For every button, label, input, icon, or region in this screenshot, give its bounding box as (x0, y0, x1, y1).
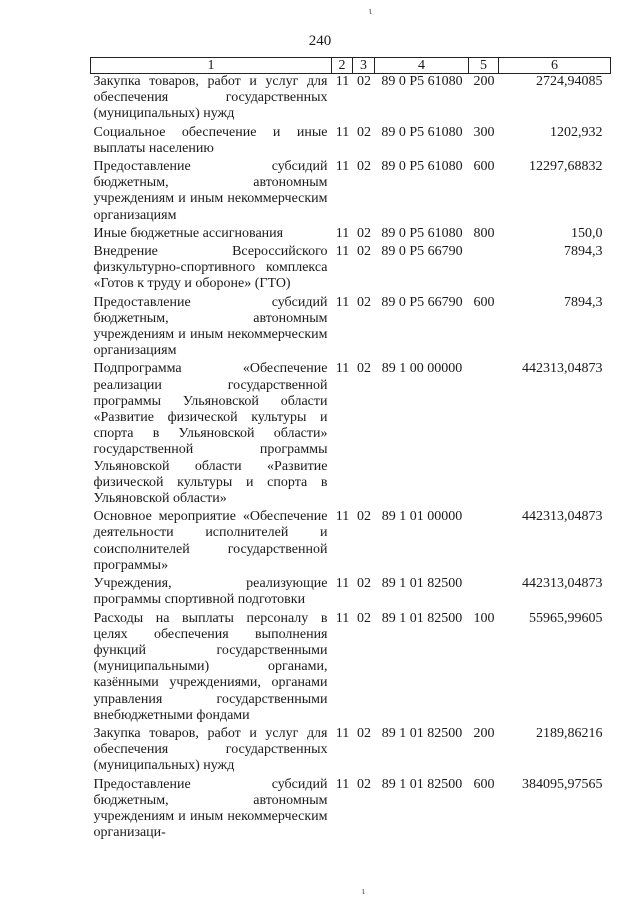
expense-name: Подпрограмма «Обеспечение реализации государственной программы Ульяновской области «Развитие физической культуры и спорта в Ульяновской области» государственной программы Ульяновской области «Развитие физической культуры и спорта в Ульяновской области» (93, 361, 328, 507)
expense-type-code: 200 (473, 725, 495, 741)
section-code: 11 (335, 776, 350, 792)
subsection-code: 02 (357, 725, 371, 741)
table-row (91, 777, 611, 844)
expense-type-code (469, 361, 499, 509)
subsection-code: 02 (357, 576, 371, 592)
table-row (91, 74, 611, 125)
amount: 384095,97565 (522, 776, 603, 792)
section-code: 11 (335, 159, 350, 175)
target-code: 89 1 01 82500 (381, 725, 463, 741)
column-header: 3 (353, 58, 375, 74)
scan-mark-top: ι (369, 6, 372, 17)
page-number: 240 (308, 33, 332, 49)
amount: 12297,68832 (529, 159, 603, 175)
target-code: 89 1 01 00000 (381, 509, 463, 525)
section-code: 11 (335, 725, 350, 741)
column-header: 1 (91, 58, 332, 74)
section-code: 11 (335, 361, 350, 377)
column-header: 4 (375, 58, 469, 74)
table-row (91, 244, 611, 295)
expense-name: Социальное обеспечение и иные выплаты населению (93, 124, 328, 156)
table-row (91, 226, 611, 244)
amount: 2724,94085 (536, 74, 603, 89)
subsection-code: 02 (357, 159, 371, 175)
target-code: 89 0 P5 66790 (381, 294, 463, 310)
section-code: 11 (335, 610, 350, 626)
expense-type-code: 600 (473, 776, 495, 792)
column-header: 2 (332, 58, 353, 74)
scan-mark-bottom: ι (362, 886, 365, 897)
table-row (91, 509, 611, 576)
amount: 150,0 (571, 225, 603, 241)
expense-name: Закупка товаров, работ и услуг для обеспечения государственных (муниципальных) нужд (93, 74, 328, 122)
table-row (91, 361, 611, 509)
target-code: 89 0 P5 61080 (381, 124, 463, 140)
subsection-code: 02 (357, 610, 371, 626)
expense-type-code: 200 (473, 74, 495, 89)
subsection-code: 02 (357, 361, 371, 377)
subsection-code: 02 (357, 74, 371, 89)
expense-name: Учреждения, реализующие программы спортивной подготовки (93, 576, 328, 608)
expense-name: Предоставление субсидий бюджетным, автономным учреждениям и иным некоммерческим организациям (93, 294, 328, 359)
expense-name: Закупка товаров, работ и услуг для обеспечения государственных (муниципальных) нужд (93, 725, 328, 774)
table-row (91, 611, 611, 726)
expense-type-code: 300 (473, 124, 495, 140)
expense-type-code: 600 (473, 294, 495, 310)
subsection-code: 02 (357, 124, 371, 140)
table-row (91, 726, 611, 777)
amount: 7894,3 (564, 244, 603, 260)
section-code: 11 (335, 294, 350, 310)
amount: 442313,04873 (522, 361, 603, 377)
section-code: 11 (335, 576, 350, 592)
expense-type-code: 600 (473, 159, 495, 175)
expense-name: Предоставление субсидий бюджетным, автономным учреждениям и иным некоммерческим организаци- (93, 776, 328, 841)
column-header: 5 (469, 58, 499, 74)
expense-name: Основное мероприятие «Обеспечение деятельности исполнителей и соисполнителей государственной программы» (93, 509, 328, 573)
expense-type-code (469, 576, 499, 610)
expense-type-code (469, 244, 499, 295)
subsection-code: 02 (357, 776, 371, 792)
budget-table (90, 57, 611, 843)
subsection-code: 02 (357, 509, 371, 525)
table-row (91, 576, 611, 610)
expense-name: Предоставление субсидий бюджетным, автономным учреждениям и иным некоммерческим организациям (93, 159, 328, 223)
table-row (91, 125, 611, 159)
table-row (91, 159, 611, 226)
amount: 7894,3 (564, 294, 603, 310)
column-header: 6 (499, 58, 611, 74)
subsection-code: 02 (357, 225, 371, 241)
target-code: 89 1 01 82500 (381, 576, 463, 592)
target-code: 89 0 P5 61080 (381, 225, 463, 241)
expense-name: Расходы на выплаты персоналу в целях обеспечения выполнения функций государственными (муниципальными) органами, казёнными учреждениями, органами управления государственными внебюджетными фондами (93, 610, 328, 723)
expense-type-code: 100 (473, 610, 495, 626)
target-code: 89 0 P5 61080 (381, 159, 463, 175)
subsection-code: 02 (357, 244, 371, 260)
target-code: 89 1 01 82500 (381, 610, 463, 626)
amount: 442313,04873 (522, 576, 603, 592)
section-code: 11 (335, 74, 350, 89)
table-row (91, 295, 611, 362)
expense-name: Внедрение Всероссийского физкультурно-спортивного комплекса «Готов к труду и обороне» (ГТО) (93, 244, 328, 292)
expense-name: Иные бюджетные ассигнования (93, 225, 284, 241)
target-code: 89 1 00 00000 (381, 361, 463, 377)
section-code: 11 (335, 225, 350, 241)
section-code: 11 (335, 244, 350, 260)
table-header-row (91, 58, 611, 74)
amount: 2189,86216 (536, 725, 603, 741)
amount: 442313,04873 (522, 509, 603, 525)
amount: 1202,932 (550, 124, 603, 140)
amount: 55965,99605 (529, 610, 603, 626)
expense-type-code (469, 509, 499, 576)
target-code: 89 1 01 82500 (381, 776, 463, 792)
section-code: 11 (335, 509, 350, 525)
expense-type-code: 800 (473, 225, 495, 241)
section-code: 11 (335, 124, 350, 140)
subsection-code: 02 (357, 294, 371, 310)
target-code: 89 0 P5 66790 (381, 244, 463, 260)
target-code: 89 0 P5 61080 (381, 74, 463, 89)
